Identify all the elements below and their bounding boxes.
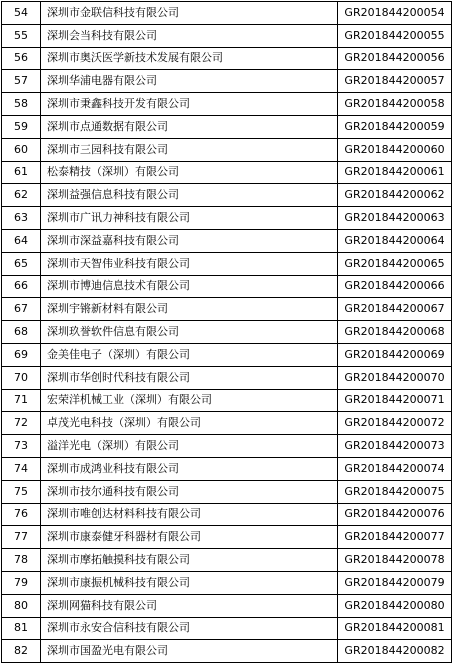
company-name-cell: 深圳市天智伟业科技有限公司 [41, 252, 338, 275]
company-name-cell: 深圳市广讯力神科技有限公司 [41, 207, 338, 230]
company-name-cell: 深圳市唯创达材料科技有限公司 [41, 503, 338, 526]
table-row [2, 503, 452, 526]
row-number-cell: 64 [2, 229, 41, 252]
certificate-number-cell: GR201844200065 [338, 252, 452, 275]
table-row [2, 184, 452, 207]
table-row [2, 298, 452, 321]
row-number-cell: 77 [2, 526, 41, 549]
company-name-cell: 松泰精技（深圳）有限公司 [41, 161, 338, 184]
table-row [2, 366, 452, 389]
company-name-cell: 深圳市华创时代科技有限公司 [41, 366, 338, 389]
row-number-cell: 75 [2, 480, 41, 503]
certificate-number-cell: GR201844200078 [338, 549, 452, 572]
table-row [2, 115, 452, 138]
certificate-number-cell: GR201844200077 [338, 526, 452, 549]
table-row [2, 47, 452, 70]
certificate-number-cell: GR201844200082 [338, 640, 452, 663]
certificate-number-cell: GR201844200062 [338, 184, 452, 207]
company-name-cell: 深圳华浦电器有限公司 [41, 70, 338, 93]
company-name-cell: 卓茂光电科技（深圳）有限公司 [41, 412, 338, 435]
certificate-number-cell: GR201844200060 [338, 138, 452, 161]
table-row [2, 594, 452, 617]
table-row [2, 412, 452, 435]
table-row [2, 275, 452, 298]
certificate-number-cell: GR201844200081 [338, 617, 452, 640]
certificate-number-cell: GR201844200069 [338, 343, 452, 366]
row-number-cell: 68 [2, 321, 41, 344]
row-number-cell: 79 [2, 571, 41, 594]
row-number-cell: 66 [2, 275, 41, 298]
row-number-cell: 55 [2, 24, 41, 47]
company-name-cell: 深圳市奥沃医学新技术发展有限公司 [41, 47, 338, 70]
company-name-cell: 深圳会当科技有限公司 [41, 24, 338, 47]
table-row [2, 24, 452, 47]
company-name-cell: 深圳市点通数据有限公司 [41, 115, 338, 138]
table-row [2, 93, 452, 116]
certificate-number-cell: GR201844200061 [338, 161, 452, 184]
table-row [2, 457, 452, 480]
certificate-number-cell: GR201844200074 [338, 457, 452, 480]
row-number-cell: 62 [2, 184, 41, 207]
company-name-cell: 深圳市国盈光电有限公司 [41, 640, 338, 663]
company-registry-table [1, 1, 452, 663]
table-row [2, 617, 452, 640]
company-name-cell: 深圳市技尔通科技有限公司 [41, 480, 338, 503]
company-name-cell: 深圳市金联信科技有限公司 [41, 2, 338, 25]
table-row [2, 252, 452, 275]
certificate-number-cell: GR201844200058 [338, 93, 452, 116]
company-name-cell: 深圳玖誉软件信息有限公司 [41, 321, 338, 344]
table-row [2, 2, 452, 25]
certificate-number-cell: GR201844200070 [338, 366, 452, 389]
certificate-number-cell: GR201844200067 [338, 298, 452, 321]
table-row [2, 229, 452, 252]
company-name-cell: 深圳市三园科技有限公司 [41, 138, 338, 161]
certificate-number-cell: GR201844200071 [338, 389, 452, 412]
registry-table-body [2, 2, 452, 663]
table-row [2, 70, 452, 93]
table-row [2, 435, 452, 458]
certificate-number-cell: GR201844200073 [338, 435, 452, 458]
table-row [2, 343, 452, 366]
row-number-cell: 72 [2, 412, 41, 435]
row-number-cell: 74 [2, 457, 41, 480]
row-number-cell: 54 [2, 2, 41, 25]
row-number-cell: 82 [2, 640, 41, 663]
certificate-number-cell: GR201844200068 [338, 321, 452, 344]
row-number-cell: 58 [2, 93, 41, 116]
certificate-number-cell: GR201844200059 [338, 115, 452, 138]
row-number-cell: 69 [2, 343, 41, 366]
company-name-cell: 深圳市康振机械科技有限公司 [41, 571, 338, 594]
company-name-cell: 深圳市永安合信科技有限公司 [41, 617, 338, 640]
row-number-cell: 76 [2, 503, 41, 526]
row-number-cell: 57 [2, 70, 41, 93]
row-number-cell: 80 [2, 594, 41, 617]
row-number-cell: 59 [2, 115, 41, 138]
row-number-cell: 63 [2, 207, 41, 230]
company-name-cell: 深圳益强信息科技有限公司 [41, 184, 338, 207]
company-name-cell: 溢洋光电（深圳）有限公司 [41, 435, 338, 458]
row-number-cell: 61 [2, 161, 41, 184]
certificate-number-cell: GR201844200056 [338, 47, 452, 70]
company-name-cell: 深圳宇锵新材料有限公司 [41, 298, 338, 321]
certificate-number-cell: GR201844200066 [338, 275, 452, 298]
row-number-cell: 56 [2, 47, 41, 70]
certificate-number-cell: GR201844200064 [338, 229, 452, 252]
table-row [2, 161, 452, 184]
certificate-number-cell: GR201844200055 [338, 24, 452, 47]
certificate-number-cell: GR201844200080 [338, 594, 452, 617]
row-number-cell: 67 [2, 298, 41, 321]
table-row [2, 389, 452, 412]
company-name-cell: 深圳市成鸿业科技有限公司 [41, 457, 338, 480]
row-number-cell: 78 [2, 549, 41, 572]
table-row [2, 321, 452, 344]
certificate-number-cell: GR201844200054 [338, 2, 452, 25]
company-name-cell: 深圳市博迪信息技术有限公司 [41, 275, 338, 298]
table-row [2, 480, 452, 503]
table-row [2, 640, 452, 663]
row-number-cell: 70 [2, 366, 41, 389]
certificate-number-cell: GR201844200075 [338, 480, 452, 503]
table-row [2, 138, 452, 161]
certificate-number-cell: GR201844200072 [338, 412, 452, 435]
certificate-number-cell: GR201844200076 [338, 503, 452, 526]
company-name-cell: 金美佳电子（深圳）有限公司 [41, 343, 338, 366]
certificate-number-cell: GR201844200063 [338, 207, 452, 230]
row-number-cell: 71 [2, 389, 41, 412]
certificate-number-cell: GR201844200057 [338, 70, 452, 93]
row-number-cell: 81 [2, 617, 41, 640]
row-number-cell: 60 [2, 138, 41, 161]
company-name-cell: 深圳市康泰健牙科器材有限公司 [41, 526, 338, 549]
table-row [2, 549, 452, 572]
company-name-cell: 深圳市秉鑫科技开发有限公司 [41, 93, 338, 116]
company-name-cell: 深圳网猫科技有限公司 [41, 594, 338, 617]
company-name-cell: 宏荣洋机械工业（深圳）有限公司 [41, 389, 338, 412]
company-name-cell: 深圳市深益嘉科技有限公司 [41, 229, 338, 252]
table-row [2, 526, 452, 549]
row-number-cell: 65 [2, 252, 41, 275]
row-number-cell: 73 [2, 435, 41, 458]
table-row [2, 571, 452, 594]
table-row [2, 207, 452, 230]
certificate-number-cell: GR201844200079 [338, 571, 452, 594]
company-name-cell: 深圳市摩拓触摸科技有限公司 [41, 549, 338, 572]
